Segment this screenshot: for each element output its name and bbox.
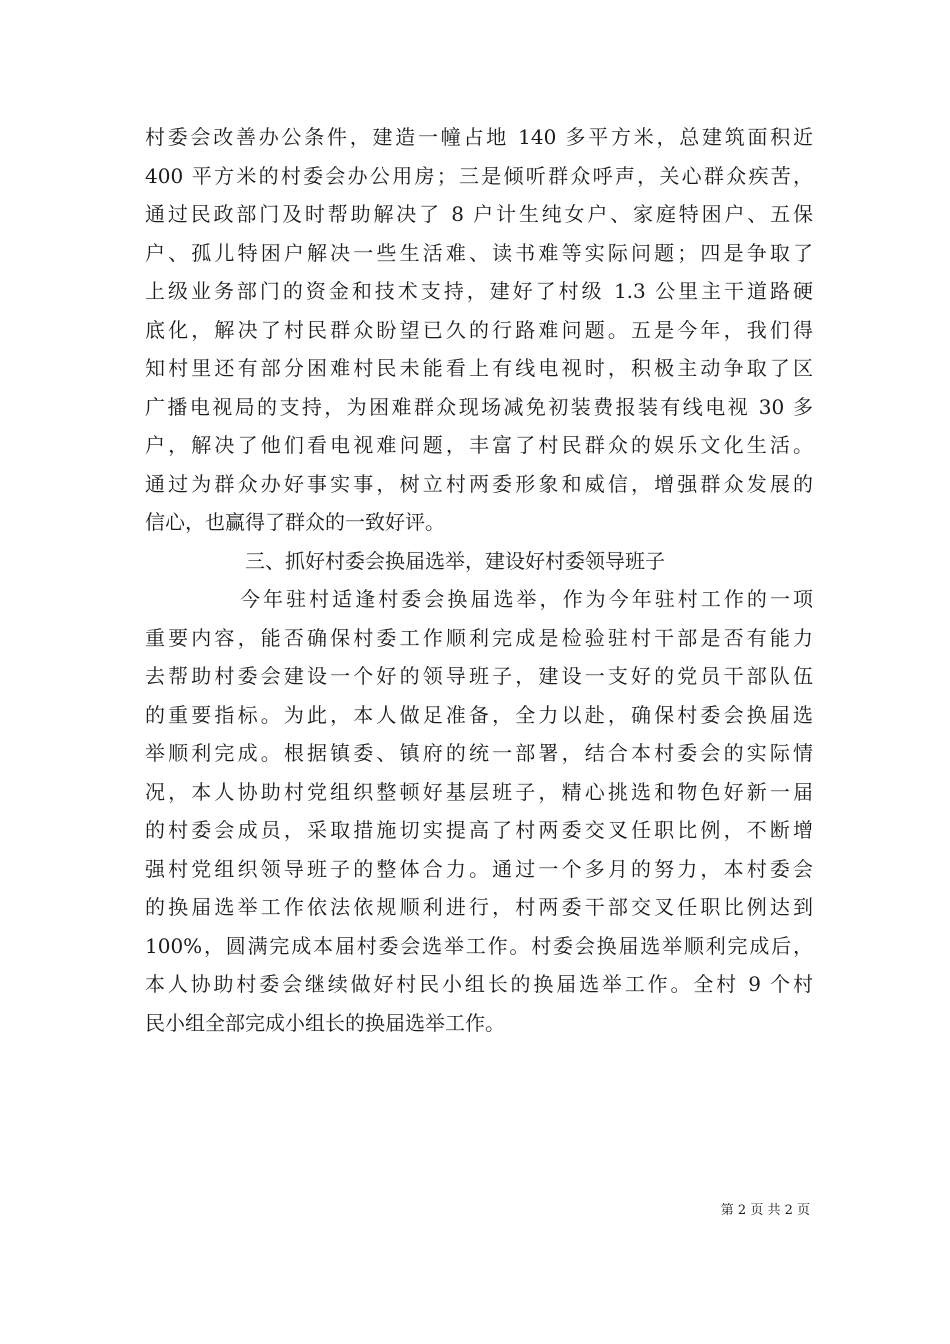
paragraph-line: 的重要指标。为此，本人做足准备，全力以赴，确保村委会换届选 — [145, 702, 813, 727]
paragraph-line: 知村里还有部分困难村民未能看上有线电视时，积极主动争取了区 — [145, 356, 813, 380]
paragraph-line: 广播电视局的支持，为困难群众现场减免初装费报装有线电视 30 多 — [145, 394, 813, 419]
paragraph-line: 的换届选举工作依法依规顺利进行，村两委干部交叉任职比例达到 — [145, 895, 813, 919]
paragraph-line: 通过民政部门及时帮助解决了 8 户计生纯女户、家庭特困户、五保 — [145, 202, 813, 226]
paragraph-line: 100%，圆满完成本届村委会选举工作。村委会换届选举顺利完成后， — [145, 933, 813, 958]
paragraph-line: 村委会改善办公条件，建造一幢占地 140 多平方米，总建筑面积近 — [145, 125, 813, 149]
paragraph-line: 去帮助村委会建设一个好的领导班子，建设一支好的党员干部队伍 — [145, 664, 813, 688]
paragraph-line: 户，解决了他们看电视难问题，丰富了村民群众的娱乐文化生活。 — [145, 433, 813, 457]
paragraph-line: 民小组全部完成小组长的换届选举工作。 — [145, 1010, 505, 1035]
document-body — [145, 118, 813, 1042]
section-heading: 三、抓好村委会换届选举，建设好村委领导班子 — [245, 548, 665, 573]
paragraph-line: 今年驻村适逢村委会换届选举，作为今年驻村工作的一项 — [240, 587, 813, 611]
paragraph-line: 户、孤儿特困户解决一些生活难、读书难等实际问题；四是争取了 — [145, 240, 813, 265]
paragraph-line: 通过为群众办好事实事，树立村两委形象和威信，增强群众发展的 — [145, 471, 813, 496]
paragraph-line: 强村党组织领导班子的整体合力。通过一个多月的努力，本村委会 — [145, 856, 813, 881]
paragraph-line: 况，本人协助村党组织整顿好基层班子，精心挑选和物色好新一届 — [145, 779, 813, 804]
paragraph-line: 信心，也赢得了群众的一致好评。 — [145, 510, 445, 534]
paragraph-line: 底化，解决了村民群众盼望已久的行路难问题。五是今年，我们得 — [145, 317, 813, 342]
paragraph-line: 400 平方米的村委会办公用房；三是倾听群众呼声，关心群众疾苦， — [145, 163, 813, 188]
paragraph-line: 本人协助村委会继续做好村民小组长的换届选举工作。全村 9 个村 — [145, 972, 813, 996]
page-number: 第 2 页 共 2 页 — [720, 1203, 810, 1218]
paragraph-line: 举顺利完成。根据镇委、镇府的统一部署，结合本村委会的实际情 — [145, 741, 813, 765]
paragraph-line: 的村委会成员，采取措施切实提高了村两委交叉任职比例，不断增 — [145, 818, 813, 842]
paragraph-line: 重要内容，能否确保村委工作顺利完成是检验驻村干部是否有能力 — [145, 625, 813, 650]
paragraph-line: 上级业务部门的资金和技术支持，建好了村级 1.3 公里主干道路硬 — [145, 279, 813, 303]
